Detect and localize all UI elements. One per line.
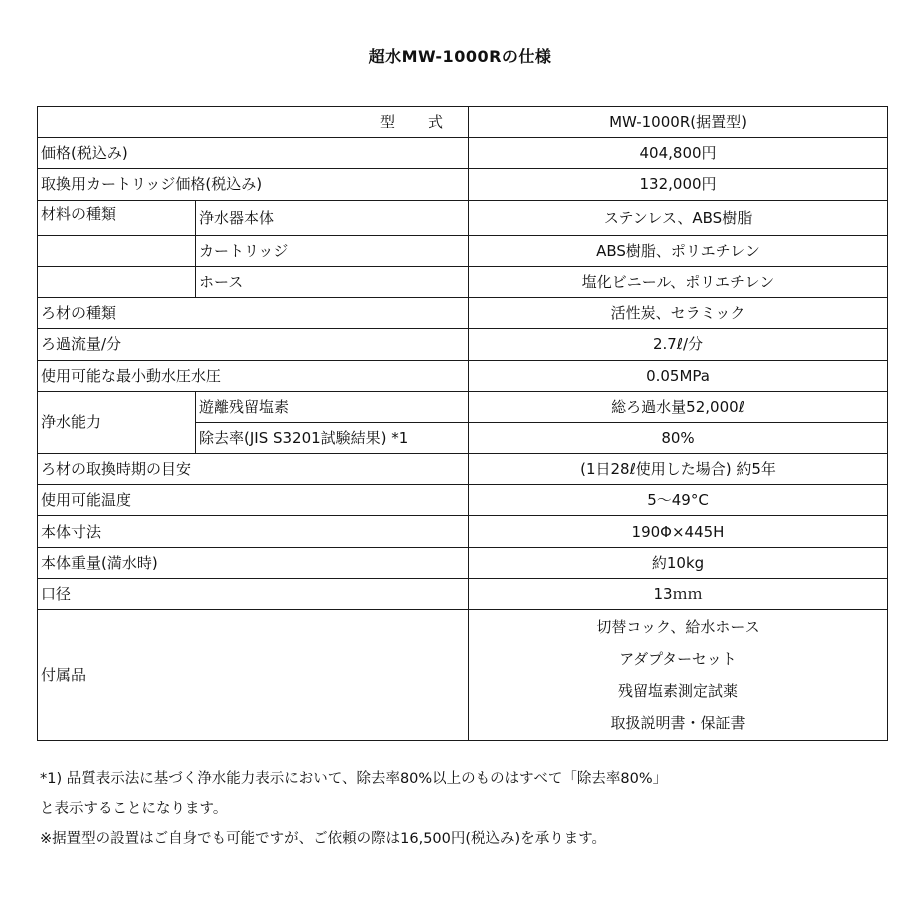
page-title: 超水MW-1000Rの仕様 [368,47,552,66]
temp-value: 5～49°C [469,485,888,516]
materials-label: 材料の種類 [38,200,196,235]
replace-value: (1日28ℓ使用した場合) 約5年 [469,454,888,485]
temp-label: 使用可能温度 [38,485,469,516]
footnote-installation: ※据置型の設置はご自身でも可能ですが、ご依頼の際は16,500円(税込み)を承ります。 [40,831,607,847]
table-row [38,107,888,138]
pressure-label: 使用可能な最小動水圧水圧 [38,360,469,391]
accessory-item: 取扱説明書・保証書 [610,714,746,732]
table-row [38,578,888,609]
capacity-item: 遊離残留塩素 [196,391,469,422]
materials-empty-cell [38,266,196,297]
weight-label: 本体重量(満水時) [38,547,469,578]
materials-empty-cell [38,235,196,266]
size-value: 190Φ×445H [469,516,888,547]
flow-value: 2.7ℓ/分 [469,329,888,360]
cartridge-price-label: 取換用カートリッジ価格(税込み) [38,169,469,200]
capacity-label: 浄水能力 [38,391,196,453]
table-row [38,547,888,578]
accessories-label: 付属品 [38,610,469,741]
filter-type-label: ろ材の種類 [38,298,469,329]
pressure-value: 0.05MPa [469,360,888,391]
table-row [38,169,888,200]
capacity-value: 総ろ過水量52,000ℓ [469,391,888,422]
table-row [38,266,888,297]
model-value: MW-1000R(据置型) [469,107,888,138]
table-row [38,138,888,169]
weight-value: 約10kg [469,547,888,578]
filter-type-value: 活性炭、セラミック [469,298,888,329]
accessory-item: アダプターセット [619,650,737,668]
table-row [38,298,888,329]
table-row [38,610,888,741]
material-value: ABS樹脂、ポリエチレン [469,235,888,266]
flow-label: ろ過流量/分 [38,329,469,360]
price-value: 404,800円 [469,138,888,169]
footnote-1-line-1: *1) 品質表示法に基づく浄水能力表示において、除去率80%以上のものはすべて「除去率80%」 [40,771,668,787]
model-label: 型 式 [38,107,469,138]
cartridge-price-value: 132,000円 [469,169,888,200]
price-label: 価格(税込み) [38,138,469,169]
size-label: 本体寸法 [38,516,469,547]
replace-label: ろ材の取換時期の目安 [38,454,469,485]
accessory-item: 残留塩素測定試薬 [618,682,739,700]
table-row [38,329,888,360]
table-row [38,485,888,516]
spec-table [37,106,888,741]
accessory-item: 切替コック、給水ホース [596,618,760,636]
table-row [38,235,888,266]
table-row [38,454,888,485]
bore-value: 13ｍｍ [469,578,888,609]
table-row [38,516,888,547]
material-part: 浄水器本体 [196,200,469,235]
table-row [38,200,888,235]
material-value: 塩化ビニール、ポリエチレン [469,266,888,297]
footnotes [40,764,890,854]
material-part: ホース [196,266,469,297]
material-part: カートリッジ [196,235,469,266]
table-row [38,391,888,422]
table-row [38,360,888,391]
material-value: ステンレス、ABS樹脂 [469,200,888,235]
accessories-value [469,610,888,741]
capacity-item: 除去率(JIS S3201試験結果) *1 [196,422,469,453]
bore-label: 口径 [38,578,469,609]
footnote-1-line-2: と表示することになります。 [40,801,228,817]
capacity-value: 80% [469,422,888,453]
